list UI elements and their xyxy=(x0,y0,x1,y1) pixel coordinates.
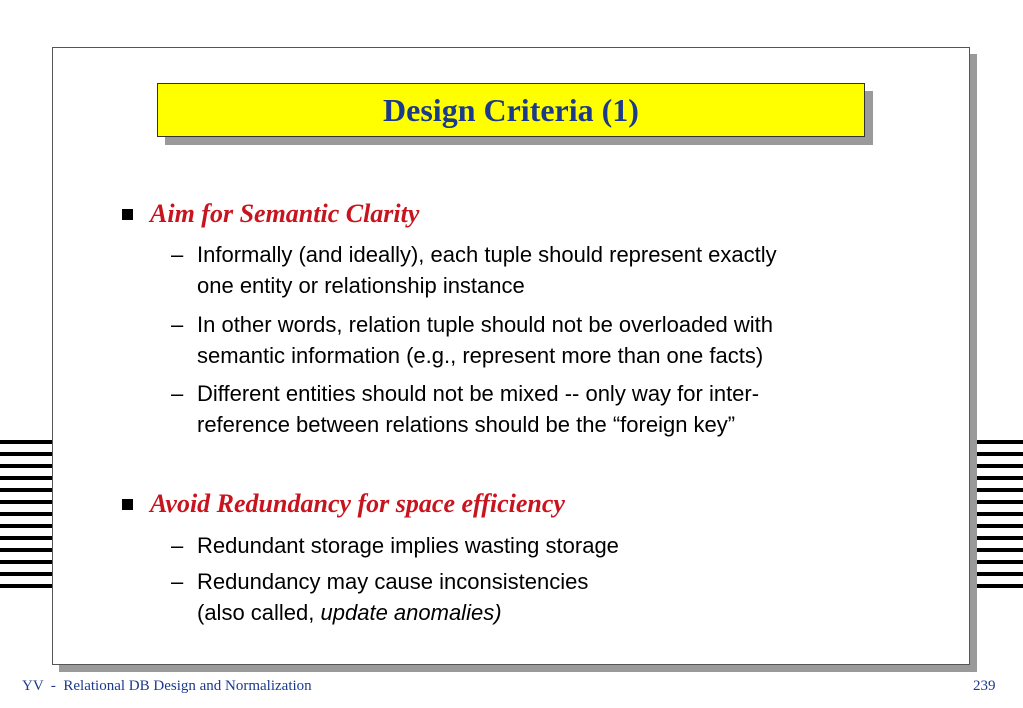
section-heading-row xyxy=(122,489,565,519)
dash-marker: – xyxy=(171,242,184,267)
list-item xyxy=(171,378,760,440)
footer-course-title: YV - Relational DB Design and Normalization xyxy=(22,678,312,694)
dash-marker: – xyxy=(171,569,184,594)
list-item-line: Redundancy may cause inconsistencies xyxy=(197,569,589,594)
right-stripe-decoration xyxy=(972,440,1023,596)
list-item-line-prefix: (also called, xyxy=(197,600,321,625)
list-item xyxy=(171,530,619,561)
square-bullet-icon xyxy=(122,499,133,510)
list-item-line: semantic information (e.g., represent more than one facts) xyxy=(197,343,764,368)
dash-marker: – xyxy=(171,533,184,558)
list-item xyxy=(171,566,589,628)
square-bullet-icon xyxy=(122,209,133,220)
italic-term: update anomalies) xyxy=(320,600,502,625)
list-item-line: Informally (and ideally), each tuple should represent exactly xyxy=(197,242,777,267)
list-item-line: In other words, relation tuple should not be overloaded with xyxy=(197,312,774,337)
slide-title: Design Criteria (1) xyxy=(383,91,639,128)
title-box xyxy=(157,83,865,137)
list-item-line xyxy=(197,597,588,628)
list-item xyxy=(171,239,777,301)
section-heading: Aim for Semantic Clarity xyxy=(150,199,420,228)
list-item-line: reference between relations should be the “foreign key” xyxy=(197,412,736,437)
dash-marker: – xyxy=(171,381,184,406)
footer-page-number: 239 xyxy=(973,678,996,694)
list-item-line: one entity or relationship instance xyxy=(197,273,525,298)
section-heading-row xyxy=(122,199,419,229)
list-item xyxy=(171,309,774,371)
list-item-line: Redundant storage implies wasting storage xyxy=(197,533,619,558)
section-heading: Avoid Redundancy for space efficiency xyxy=(150,489,565,518)
dash-marker: – xyxy=(171,312,184,337)
list-item-line: Different entities should not be mixed -- only way for inter- xyxy=(197,381,760,406)
left-stripe-decoration xyxy=(0,440,52,596)
